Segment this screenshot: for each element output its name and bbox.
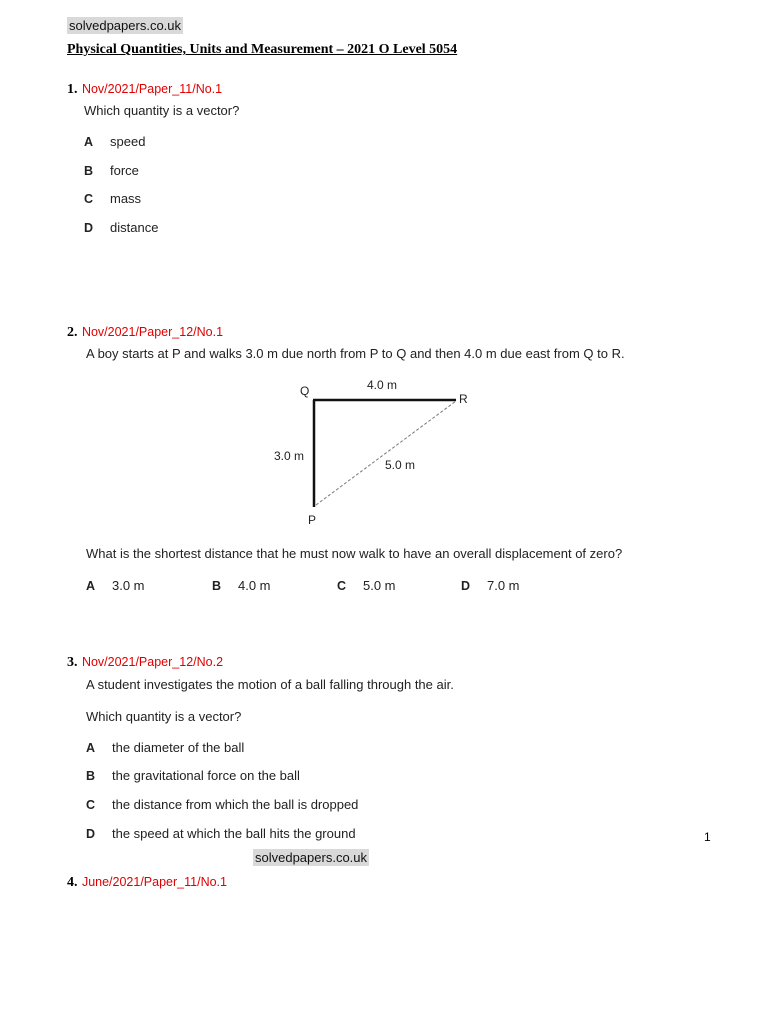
site-watermark-top: solvedpapers.co.uk	[69, 18, 182, 33]
label-q: Q	[300, 384, 310, 398]
option-text: the speed at which the ball hits the ground	[112, 826, 356, 841]
question-number: 3.	[67, 655, 78, 670]
option-c	[86, 796, 358, 814]
option-letter: B	[86, 769, 96, 783]
option-a	[86, 577, 145, 595]
question-text: A student investigates the motion of a ball falling through the air.	[86, 677, 454, 692]
option-text: 7.0 m	[487, 578, 520, 593]
question-source: Nov/2021/Paper_12/No.1	[81, 325, 224, 339]
option-b	[84, 162, 139, 180]
option-d	[86, 825, 356, 843]
option-letter: A	[86, 579, 96, 593]
page-number: 1	[704, 830, 711, 844]
option-text: speed	[110, 134, 146, 149]
question-source: Nov/2021/Paper_11/No.1	[81, 82, 223, 96]
label-pr-length: 5.0 m	[385, 458, 416, 472]
question-1-heading	[67, 80, 222, 98]
option-letter: B	[84, 164, 94, 178]
page-title: Physical Quantities, Units and Measurement – 2021 O Level 5054	[67, 42, 458, 57]
option-text: 4.0 m	[238, 578, 271, 593]
question-prompt: Which quantity is a vector?	[86, 709, 242, 724]
option-b	[212, 577, 271, 595]
question-2-heading	[67, 323, 223, 341]
option-c	[84, 190, 141, 208]
option-d	[461, 577, 520, 595]
option-letter: B	[212, 579, 222, 593]
option-letter: C	[84, 192, 94, 206]
option-text: force	[110, 163, 139, 178]
label-p: P	[308, 513, 317, 527]
question-number: 2.	[67, 325, 78, 340]
option-b	[86, 767, 300, 785]
option-letter: D	[84, 221, 94, 235]
label-r: R	[459, 392, 468, 406]
question-source: June/2021/Paper_11/No.1	[81, 875, 227, 889]
option-letter: A	[84, 135, 94, 149]
option-letter: D	[86, 827, 96, 841]
option-a	[84, 133, 145, 151]
option-text: mass	[110, 191, 142, 206]
option-text: the diameter of the ball	[112, 740, 245, 755]
option-letter: C	[337, 579, 347, 593]
option-text: the distance from which the ball is dropped	[112, 797, 359, 812]
question-text: Which quantity is a vector?	[84, 103, 240, 118]
question-source: Nov/2021/Paper_12/No.2	[81, 655, 224, 669]
question-number: 4.	[67, 875, 78, 890]
option-letter: D	[461, 579, 471, 593]
site-watermark-bottom: solvedpapers.co.uk	[255, 850, 368, 865]
label-pq-length: 3.0 m	[274, 449, 305, 463]
question-text: A boy starts at P and walks 3.0 m due north from P to Q and then 4.0 m due east from Q to R.	[86, 346, 625, 361]
option-letter: C	[86, 798, 96, 812]
option-text: 3.0 m	[112, 578, 145, 593]
label-qr-length: 4.0 m	[367, 378, 398, 392]
option-text: 5.0 m	[363, 578, 396, 593]
question-prompt: What is the shortest distance that he must now walk to have an overall displacement of zero?	[86, 546, 623, 561]
option-text: the gravitational force on the ball	[112, 768, 300, 783]
option-text: distance	[110, 220, 159, 235]
question-3-heading	[67, 653, 223, 671]
line-pr-dashed	[316, 401, 456, 505]
option-letter: A	[86, 741, 96, 755]
question-number: 1.	[67, 82, 78, 97]
option-c	[337, 577, 396, 595]
option-d	[84, 219, 158, 237]
question-4-heading	[67, 873, 227, 891]
option-a	[86, 739, 244, 757]
